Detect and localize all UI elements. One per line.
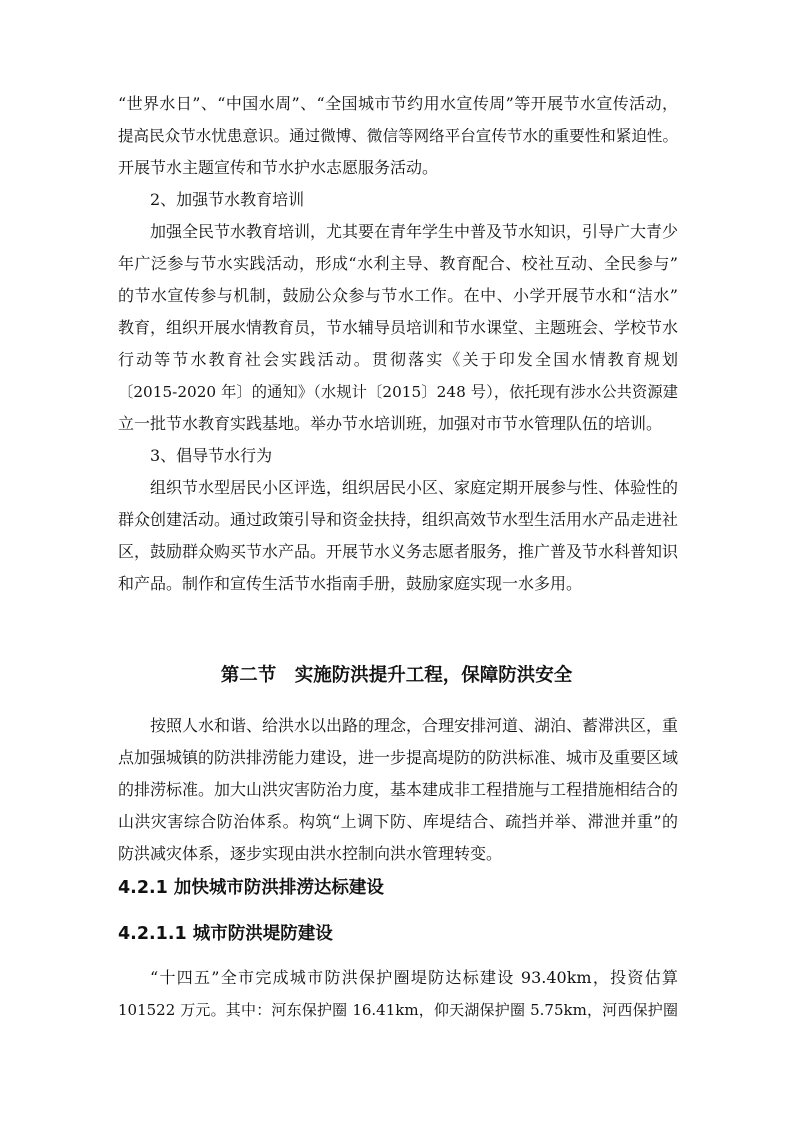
- paragraph-line: 教育，组织开展水情教育员，节水辅导员培训和节水课堂、主题班会、学校节水: [118, 318, 679, 337]
- paragraph-line: 区，鼓励群众购买节水产品。开展节水义务志愿者服务，推广普及节水科普知识: [118, 542, 679, 561]
- paragraph-line: 开展节水主题宣传和节水护水志愿服务活动。: [118, 158, 439, 177]
- paragraph-line: 防洪减灾体系，逐步实现由洪水控制向洪水管理转变。: [118, 844, 503, 863]
- paragraph-line: 行动等节水教育社会实践活动。贯彻落实《关于印发全国水情教育规划: [118, 350, 678, 369]
- heading-4-2-1-1: 4.2.1.1 城市防洪堤防建设: [118, 924, 333, 944]
- paragraph-line: 提高民众节水忧患意识。通过微博、微信等网络平台宣传节水的重要性和紧迫性。: [118, 127, 678, 145]
- paragraph-line: 〔2015-2020 年〕的通知》（水规计〔2015〕248 号），依托现有涉水公共资源建: [118, 383, 678, 401]
- paragraph-line: 的节水宣传参与机制，鼓励公众参与节水工作。在中、小学开展节水和“洁水”: [118, 286, 678, 305]
- paragraph-line: 和产品。制作和宣传生活节水指南手册，鼓励家庭实现一水多用。: [118, 574, 583, 593]
- section-title: 第二节 实施防洪提升工程，保障防洪安全: [220, 665, 573, 686]
- paragraph-line: 的排涝标准。加大山洪灾害防治力度，基本建成非工程措施与工程措施相结合的: [118, 780, 679, 799]
- paragraph-line: 山洪灾害综合防治体系。构筑“上调下防、库堤结合、疏挡并举、滞泄并重”的: [118, 812, 678, 831]
- subsection-title: 3、倡导节水行为: [150, 446, 273, 465]
- paragraph-line: 年广泛参与节水实践活动，形成“水利主导、教育配合、校社互动、全民参与”: [118, 254, 678, 273]
- paragraph-line: “十四五”全市完成城市防洪保护圈堤防达标建设 93.40km，投资估算: [150, 968, 678, 987]
- paragraph-line: 立一批节水教育实践基地。举办节水培训班，加强对市节水管理队伍的培训。: [118, 414, 663, 433]
- paragraph-line: “世界水日”、“中国水周”、“全国城市节约用水宣传周”等开展节水宣传活动，: [118, 94, 678, 113]
- paragraph-line: 点加强城镇的防洪排涝能力建设，进一步提高堤防的防洪标准、城市及重要区域: [118, 748, 679, 767]
- paragraph-line: 101522 万元。其中：河东保护圈 16.41km，仰天湖保护圈 5.75km，河西保护圈: [118, 1001, 678, 1019]
- subsection-title: 2、加强节水教育培训: [150, 190, 305, 209]
- paragraph-line: 加强全民节水教育培训，尤其要在青年学生中普及节水知识，引导广大青少: [150, 222, 679, 241]
- paragraph-line: 按照人水和谐、给洪水以出路的理念，合理安排河道、湖泊、蓄滞洪区，重: [150, 716, 679, 735]
- paragraph-line: 群众创建活动。通过政策引导和资金扶持，组织高效节水型生活用水产品走进社: [118, 510, 679, 529]
- paragraph-line: 组织节水型居民小区评选，组织居民小区、家庭定期开展参与性、体验性的: [150, 478, 679, 497]
- heading-4-2-1: 4.2.1 加快城市防洪排涝达标建设: [118, 878, 384, 898]
